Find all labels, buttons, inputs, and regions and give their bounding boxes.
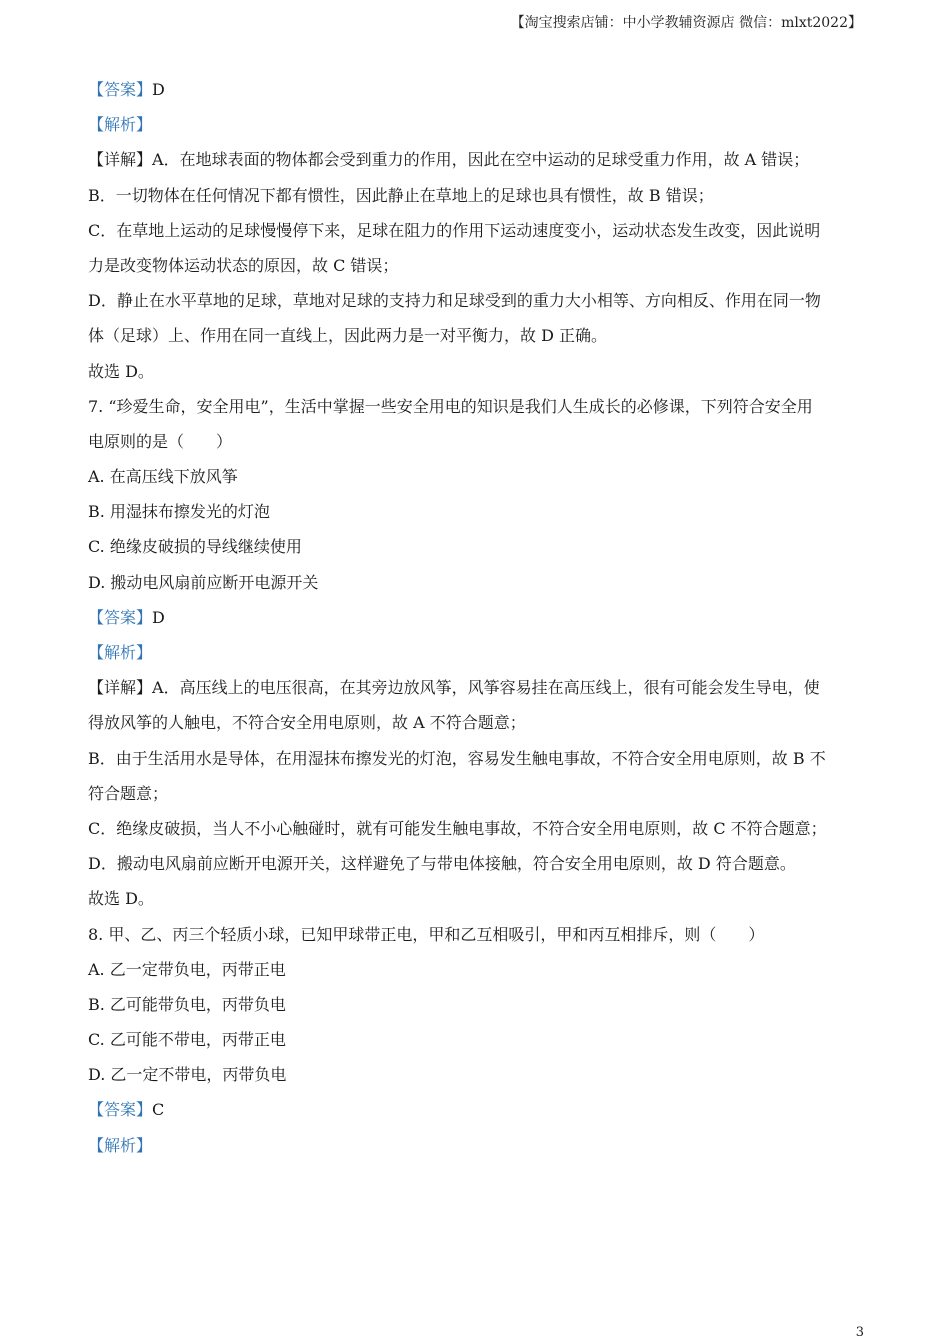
q7-stem-2: 电原则的是（ ） [88, 431, 233, 451]
q7-option-d: D. 搬动电风扇前应断开电源开关 [88, 572, 319, 592]
q7-stem-1: 7. “珍爱生命，安全用电”，生活中掌握一些安全用电的知识是我们人生成长的必修课，下列符合安全用 [88, 396, 813, 416]
q8-option-c: C. 乙可能不带电，丙带正电 [88, 1030, 286, 1050]
analysis-label: 【解析】 [88, 115, 153, 135]
answer-label: 【答案】 [88, 1100, 153, 1120]
q7-option-a: A. 在高压线下放风筝 [88, 467, 238, 487]
q7-detail-b1: B．由于生活用水是导体，在用湿抹布擦发光的灯泡，容易发生触电事故，不符合安全用电原则，故 B 不 [88, 748, 826, 768]
q7-detail-b2: 符合题意； [88, 783, 169, 803]
q7-option-c: C. 绝缘皮破损的导线继续使用 [88, 537, 302, 557]
q6-detail-d2: 体（足球）上、作用在同一直线上，因此两力是一对平衡力，故 D 正确。 [88, 326, 608, 346]
q7-detail-a1 [88, 670, 868, 705]
q7-detail-a1-text: A．高压线上的电压很高，在其旁边放风筝，风筝容易挂在高压线上，很有可能会发生导电，使 [152, 678, 820, 698]
q6-answer: D [152, 80, 165, 99]
page-number: 3 [855, 1325, 864, 1340]
detail-label: 【详解】 [88, 678, 153, 698]
q6-conclusion: 故选 D。 [88, 361, 154, 381]
q6-detail-a-text: A．在地球表面的物体都会受到重力的作用，因此在空中运动的足球受重力作用，故 A 错误； [152, 150, 810, 170]
q7-conclusion: 故选 D。 [88, 889, 154, 909]
answer-label: 【答案】 [88, 607, 153, 627]
q8-stem: 8. 甲、乙、丙三个轻质小球，已知甲球带正电，甲和乙互相吸引，甲和丙互相排斥，则（ ） [88, 924, 765, 944]
q8-answer-line [88, 1092, 868, 1127]
analysis-label: 【解析】 [88, 643, 153, 662]
q6-detail-b: B．一切物体在任何情况下都有惯性，因此静止在草地上的足球也具有惯性，故 B 错误； [88, 185, 714, 205]
q7-detail-a2: 得放风筝的人触电，不符合安全用电原则，故 A 不符合题意； [88, 713, 526, 733]
document-body [88, 72, 868, 1163]
q6-detail-c1: C．在草地上运动的足球慢慢停下来，足球在阻力的作用下运动速度变小，运动状态发生改变，因此说明 [88, 220, 821, 240]
q8-analysis-line [88, 1128, 868, 1163]
q7-answer: D [152, 607, 165, 627]
page-header: 【淘宝搜索店铺：中小学教辅资源店 微信：mlxt2022】 [510, 15, 862, 31]
q7-analysis-line [88, 635, 868, 670]
q7-detail-c: C．绝缘皮破损，当人不小心触碰时，就有可能发生触电事故，不符合安全用电原则，故 C 不符合题意； [88, 818, 827, 838]
detail-label: 【详解】 [88, 150, 153, 170]
q7-detail-d: D．搬动电风扇前应断开电源开关，这样避免了与带电体接触，符合安全用电原则，故 D 符合题意。 [88, 854, 796, 874]
q8-answer: C [152, 1100, 165, 1120]
q8-option-b: B. 乙可能带负电，丙带负电 [88, 994, 286, 1014]
q6-analysis-line [88, 107, 868, 142]
q6-answer-line [88, 72, 868, 107]
q8-option-a: A. 乙一定带负电，丙带正电 [88, 959, 286, 979]
q7-option-b: B. 用湿抹布擦发光的灯泡 [88, 502, 270, 522]
q6-detail-a [88, 142, 868, 177]
answer-label: 【答案】 [88, 80, 153, 99]
q6-detail-d1: D．静止在水平草地的足球，草地对足球的支持力和足球受到的重力大小相等、方向相反、作用在同一物 [88, 291, 821, 311]
q6-detail-c2: 力是改变物体运动状态的原因，故 C 错误； [88, 255, 399, 275]
q7-answer-line [88, 600, 868, 635]
analysis-label: 【解析】 [88, 1135, 153, 1155]
q8-option-d: D. 乙一定不带电，丙带负电 [88, 1065, 287, 1085]
